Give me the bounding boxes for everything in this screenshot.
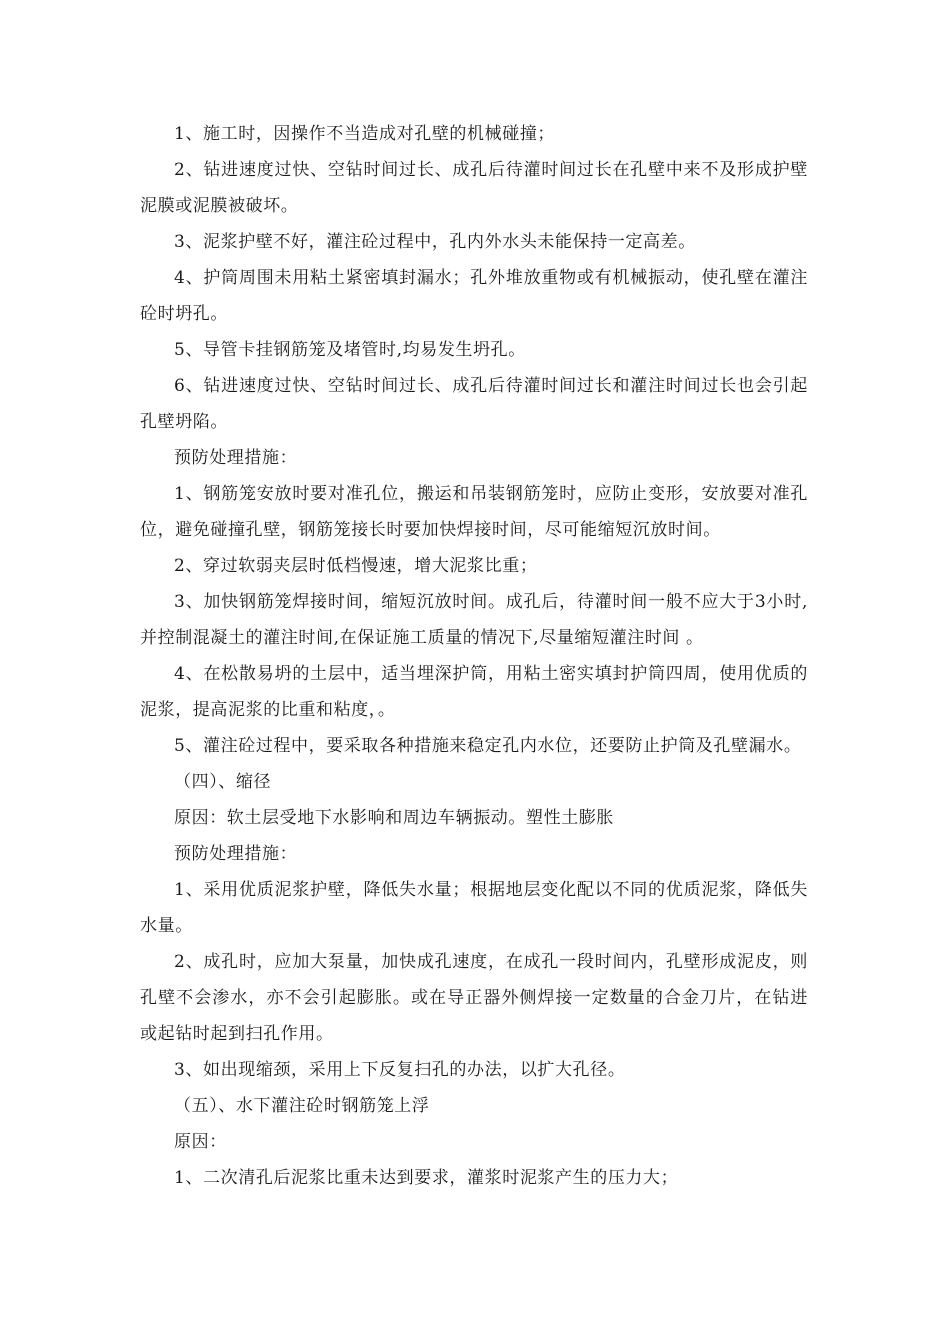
- paragraph: 5、导管卡挂钢筋笼及堵管时,均易发生坍孔。: [174, 340, 526, 360]
- section-heading: 预防处理措施：: [174, 448, 298, 468]
- paragraph: 1、钢筋笼安放时要对准孔位，搬运和吊装钢筋笼时，应防止变形，安放要对准孔位，避免碰撞孔壁，钢筋笼接长时要加快焊接时间，尽可能缩短沉放时间。: [140, 484, 808, 540]
- paragraph: 3、如出现缩颈，采用上下反复扫孔的办法，以扩大孔径。: [174, 1060, 626, 1080]
- paragraph: 4、在松散易坍的土层中，适当埋深护筒，用粘土密实填封护筒四周，使用优质的泥浆，提高泥浆的比重和粘度，。: [140, 664, 808, 720]
- paragraph: 3、加快钢筋笼焊接时间，缩短沉放时间。成孔后，待灌时间一般不应大于3小时,并控制混凝土的灌注时间,在保证施工质量的情况下,尽量缩短灌注时间 。: [140, 592, 808, 648]
- paragraph: 2、钻进速度过快、空钻时间过长、成孔后待灌时间过长在孔壁中来不及形成护壁泥膜或泥膜被破坏。: [140, 160, 808, 216]
- paragraph: 原因：: [174, 1132, 227, 1152]
- section-heading: （四）、缩径: [174, 772, 272, 792]
- paragraph: 1、施工时，因操作不当造成对孔壁的机械碰撞；: [174, 124, 556, 144]
- paragraph: 1、二次清孔后泥浆比重未达到要求，灌浆时泥浆产生的压力大；: [174, 1168, 679, 1188]
- section-heading: （五）、水下灌注砼时钢筋笼上浮: [174, 1096, 430, 1116]
- paragraph: 3、泥浆护壁不好，灌注砼过程中，孔内外水头未能保持一定高差。: [174, 232, 696, 252]
- paragraph: 2、成孔时，应加大泵量，加快成孔速度，在成孔一段时间内，孔壁形成泥皮，则孔壁不会渗水，亦不会引起膨胀。或在导正器外侧焊接一定数量的合金刀片，在钻进或起钻时起到扫孔作用。: [140, 952, 808, 1044]
- paragraph: 原因：软土层受地下水影响和周边车辆振动。塑性土膨胀: [174, 808, 614, 828]
- section-heading: 预防处理措施：: [174, 844, 298, 864]
- paragraph: 6、钻进速度过快、空钻时间过长、成孔后待灌时间过长和灌注时间过长也会引起孔壁坍陷。: [140, 376, 808, 432]
- paragraph: 2、穿过软弱夹层时低档慢速，增大泥浆比重；: [174, 556, 538, 576]
- paragraph: 5、灌注砼过程中，要采取各种措施来稳定孔内水位，还要防止护筒及孔壁漏水。: [174, 736, 802, 756]
- paragraph: 1、采用优质泥浆护壁，降低失水量；根据地层变化配以不同的优质泥浆，降低失水量。: [140, 880, 808, 936]
- document-body: [140, 116, 808, 1196]
- paragraph: 4、护筒周围未用粘土紧密填封漏水；孔外堆放重物或有机械振动，使孔壁在灌注砼时坍孔。: [140, 268, 808, 324]
